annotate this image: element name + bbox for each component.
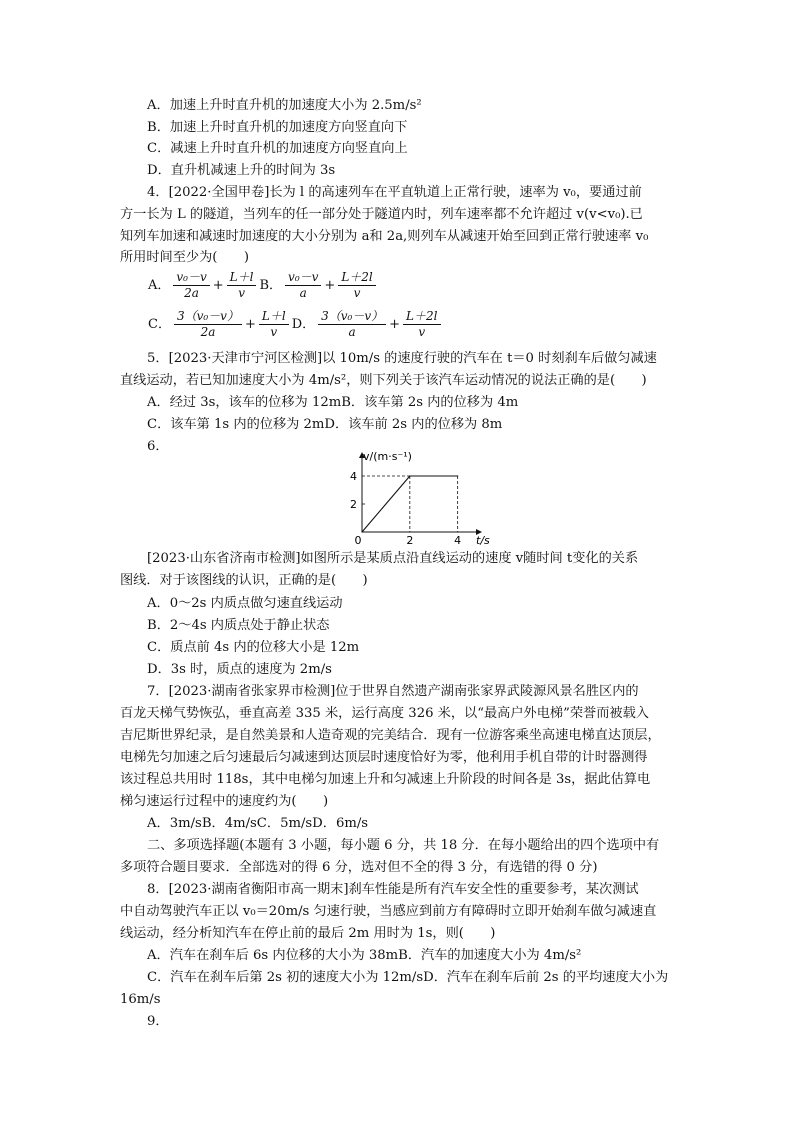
q3-option-c: C．减速上升时直升机的加速度方向竖直向上 (147, 141, 408, 156)
q4-option-b-fraction1: $\frac{\text{v₀－v}}{a}$ (285, 270, 321, 301)
q8-stem-line1: 8．[2023·湖南省衡阳市高一期末]刹车性能是所有汽车安全性的重要参考，某次测试 (147, 882, 639, 897)
q6-option-a: A．0～2s 内质点做匀速直线运动 (147, 596, 343, 611)
data-point (361, 531, 362, 532)
q8-options-cd: C．汽车在刹车后第 2s 初的速度大小为 12m/sD．汽车在刹车后前 2s 的平均速度大小为 (147, 970, 669, 985)
x-axis-label: t/s (476, 534, 490, 547)
q7-stem-line5: 该过程总共用时 118s，其中电梯匀加速上升和匀减速上升阶段的时间各是 3s，据此估算电 (120, 772, 651, 787)
q7-stem-line2: 百龙天梯气势恢弘，垂直高差 335 米，运行高度 326 米，以“最高户外电梯”荣誉而被载入 (120, 706, 649, 721)
q6-option-d: D．3s 时，质点的速度为 2m/s (147, 662, 332, 677)
x-tick-label: 4 (454, 534, 462, 547)
q4-options-ab: A． $\frac{\text{v₀－v}}{2a}$ + $\frac{L+l}{v}$ B． $\frac{\text{v₀－v}}{a}$ + $\frac{L+2l}{v}$ (147, 270, 378, 301)
q4-option-b-label: B． (259, 277, 283, 293)
q4-stem-line4: 所用时间至少为( ) (120, 250, 249, 265)
q4-option-d-label: D． (291, 316, 316, 332)
q8-stem-line3: 线运动，经分析知汽车在停止前的最后 2m 用时为 1s，则( ) (120, 926, 496, 941)
q8-options-ab: A．汽车在刹车后 6s 内位移的大小为 38mB．汽车的加速度大小为 4m/s² (147, 948, 582, 963)
data-point (457, 475, 458, 476)
q8-stem-line2: 中自动驾驶汽车正以 v₀＝20m/s 匀速行驶，当感应到前方有障碍时立即开始刹车做匀减速直 (120, 904, 657, 919)
q5-stem-line1: 5．[2023·天津市宁河区检测]以 10m/s 的速度行驶的汽车在 t＝0 时刻刹车后做匀减速 (147, 351, 657, 366)
q4-option-c-fraction1: $\frac{\text{3（v₀－v）}}{2a}$ (174, 309, 242, 340)
q6-stem-line1: [2023·山东省济南市检测]如图所示是某质点沿直线运动的速度 v随时间 t变化的关系 (147, 551, 639, 566)
q5-options-cd: C．该车第 1s 内的位移为 2mD．该车前 2s 内的位移为 8m (147, 417, 503, 432)
q6-stem-line2: 图线．对于该图线的认识，正确的是( ) (120, 573, 368, 588)
series-segment (362, 476, 410, 532)
q4-stem-line1: 4．[2022·全国甲卷]长为 l 的高速列车在平直轨道上正常行驶，速率为 v₀，要通过前 (147, 185, 642, 200)
velocity-time-chart (328, 452, 488, 546)
q7-stem-line6: 梯匀速运行过程中的速度约为( ) (120, 794, 329, 809)
q4-option-d-fraction1: $\frac{\text{3（v₀－v）}}{a}$ (318, 309, 386, 340)
q4-option-c-fraction2: $\frac{L+l}{v}$ (259, 309, 289, 340)
q7-stem-line3: 吉尼斯世界纪录，是自然美景和人造奇观的完美结合．现有一位游客乘坐高速电梯直达顶层， (120, 728, 661, 743)
y-axis-label: v/(m·s⁻¹) (363, 450, 412, 463)
q6-option-c: C．质点前 4s 内的位移大小是 12m (147, 640, 360, 655)
x-tick-label: 2 (406, 534, 414, 547)
q4-options-cd: C． $\frac{\text{3（v₀－v）}}{2a}$ + $\frac{L+l}{v}$ D． $\frac{\text{3（v₀－v）}}{a}$ + $\frac{L+2l}{v}$ (147, 309, 443, 340)
y-tick-label: 4 (350, 470, 357, 483)
q4-option-a-label: A． (148, 277, 171, 293)
section2-heading-line1: 二、多项选择题(本题有 3 小题，每小题 6 分，共 18 分．在每小题给出的四个选项中有 (147, 838, 660, 853)
q3-option-b: B．加速上升时直升机的加速度方向竖直向下 (147, 120, 408, 135)
y-tick-label: 2 (350, 498, 357, 511)
q7-stem-line1: 7．[2023·湖南省张家界市检测]位于世界自然遗产湖南张家界武陵源风景名胜区内的 (147, 684, 639, 699)
x-tick-label: 0 (354, 534, 362, 547)
section2-heading-line2: 多项符合题目要求．全部选对的得 6 分，选对但不全的得 3 分，有选错的得 0 分) (120, 860, 598, 875)
q4-option-b-fraction2: $\frac{L+2l}{v}$ (338, 270, 375, 301)
q4-stem-line2: 方一长为 L 的隧道，当列车的任一部分处于隧道内时，列车速率都不允许超过 v(v<v₀).已 (120, 207, 643, 222)
q4-stem-line3: 知列车加速和减速时加速度的大小分别为 a和 2a,则列车从减速开始至回到正常行驶速率 v₀ (120, 229, 649, 244)
q6-option-b: B．2～4s 内质点处于静止状态 (147, 618, 330, 633)
q4-option-a-fraction2: $\frac{L+l}{v}$ (227, 270, 257, 301)
q8-options-cd-cont: 16m/s (120, 992, 161, 1007)
q7-options: A．3m/sB．4m/sC．5m/sD．6m/s (147, 816, 369, 831)
q5-stem-line2: 直线运动，若已知加速度大小为 4m/s²，则下列关于该汽车运动情况的说法正确的是( ) (120, 373, 647, 388)
data-point (409, 475, 410, 476)
q3-option-a: A．加速上升时直升机的加速度大小为 2.5m/s² (147, 98, 422, 113)
q4-option-c-label: C． (148, 316, 171, 332)
q5-options-ab: A．经过 3s，该车的位移为 12mB．该车第 2s 内的位移为 4m (147, 395, 519, 410)
q7-stem-line4: 电梯先匀加速之后匀速最后匀减速到达顶层时速度恰好为零，他利用手机自带的计时器测得 (120, 750, 648, 765)
q3-option-d: D．直升机减速上升的时间为 3s (147, 163, 336, 178)
q4-option-a-fraction1: $\frac{\text{v₀－v}}{2a}$ (173, 270, 209, 301)
q4-option-d-fraction2: $\frac{L+2l}{v}$ (403, 309, 440, 340)
q9-number: 9． (147, 1014, 169, 1029)
q6-number: 6． (147, 439, 169, 454)
